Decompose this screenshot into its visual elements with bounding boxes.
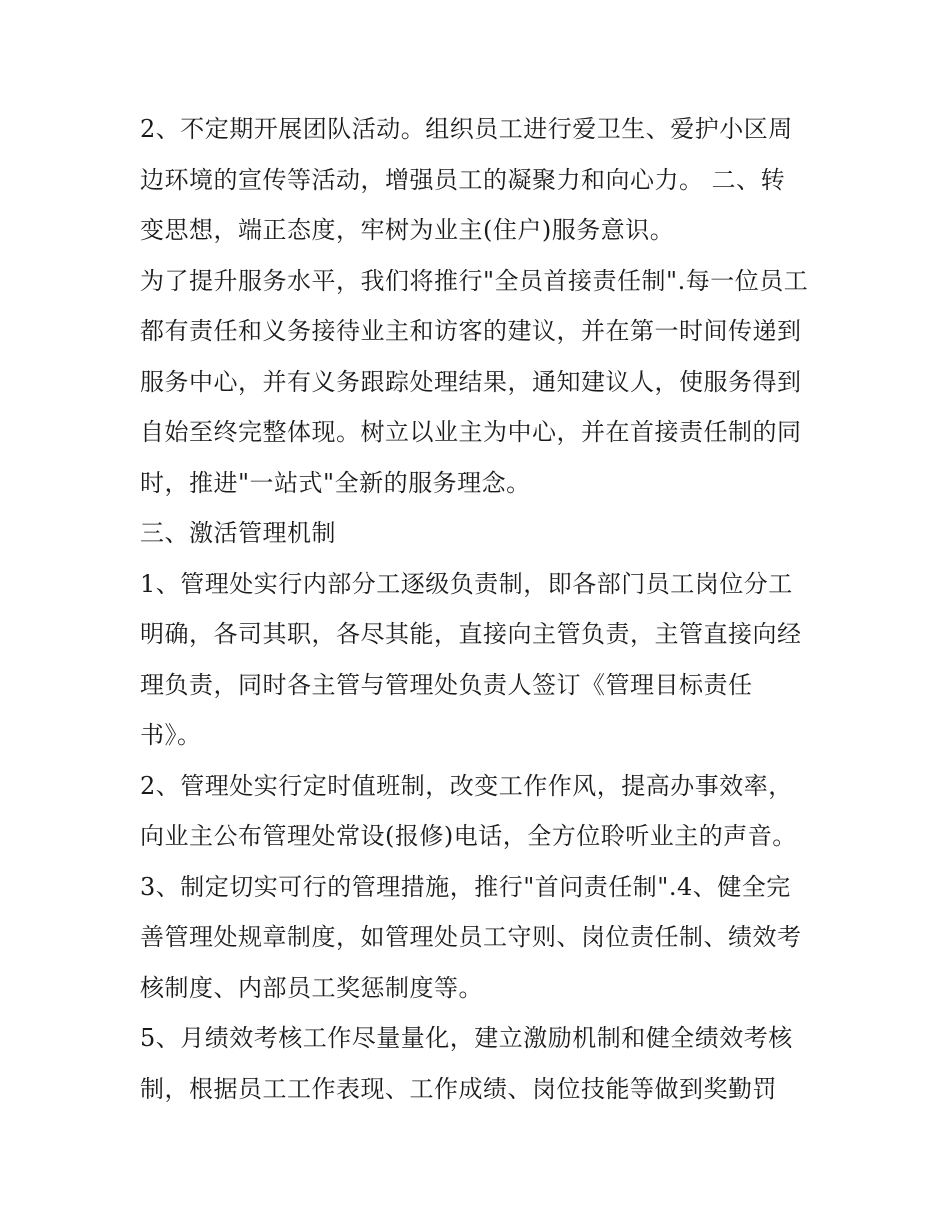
text-line: 明确，各司其职，各尽其能，直接向主管负责，主管直接向经 [140, 620, 802, 648]
text-line: 2、不定期开展团队活动。组织员工进行爱卫生、爱护小区周 [140, 115, 793, 143]
text-line: 核制度、内部员工奖惩制度等。 [140, 973, 483, 1002]
section-heading: 三、激活管理机制 [140, 519, 336, 547]
text-line: 时，推进"一站式"全新的服务理念。 [140, 468, 531, 497]
text-line: 理负责，同时各主管与管理处负责人签订《管理目标责任 [140, 670, 753, 699]
document-body [140, 104, 820, 1114]
text-line: 制，根据员工工作表现、工作成绩、岗位技能等做到奖勤罚 [140, 1074, 777, 1103]
text-line: 服务中心，并有义务跟踪处理结果，通知建议人，使服务得到 [140, 367, 802, 396]
text-line: 5、月绩效考核工作尽量量化，建立激励机制和健全绩效考核 [140, 1024, 793, 1052]
text-line: 善管理处规章制度，如管理处员工守则、岗位责任制、绩效考 [140, 923, 802, 951]
text-line: 为了提升服务水平，我们将推行"全员首接责任制".每一位员工 [140, 266, 809, 295]
text-line: 书》。 [140, 721, 202, 749]
text-line: 边环境的宣传等活动，增强员工的凝聚力和向心力。 二、转 [140, 165, 786, 194]
text-line: 3、制定切实可行的管理措施，推行"首问责任制".4、健全完 [140, 872, 791, 901]
text-line: 变思想，端正态度，牢树为业主(住户)服务意识。 [140, 216, 675, 244]
text-line: 向业主公布管理处常设(报修)电话，全方位聆听业主的声音。 [140, 822, 797, 850]
text-line: 2、管理处实行定时值班制，改变工作作风，提高办事效率， [140, 771, 793, 800]
text-line: 自始至终完整体现。树立以业主为中心，并在首接责任制的同 [140, 418, 802, 446]
text-line: 都有责任和义务接待业主和访客的建议，并在第一时间传递到 [140, 317, 802, 345]
text-line: 1、管理处实行内部分工逐级负责制，即各部门员工岗位分工 [140, 569, 793, 598]
